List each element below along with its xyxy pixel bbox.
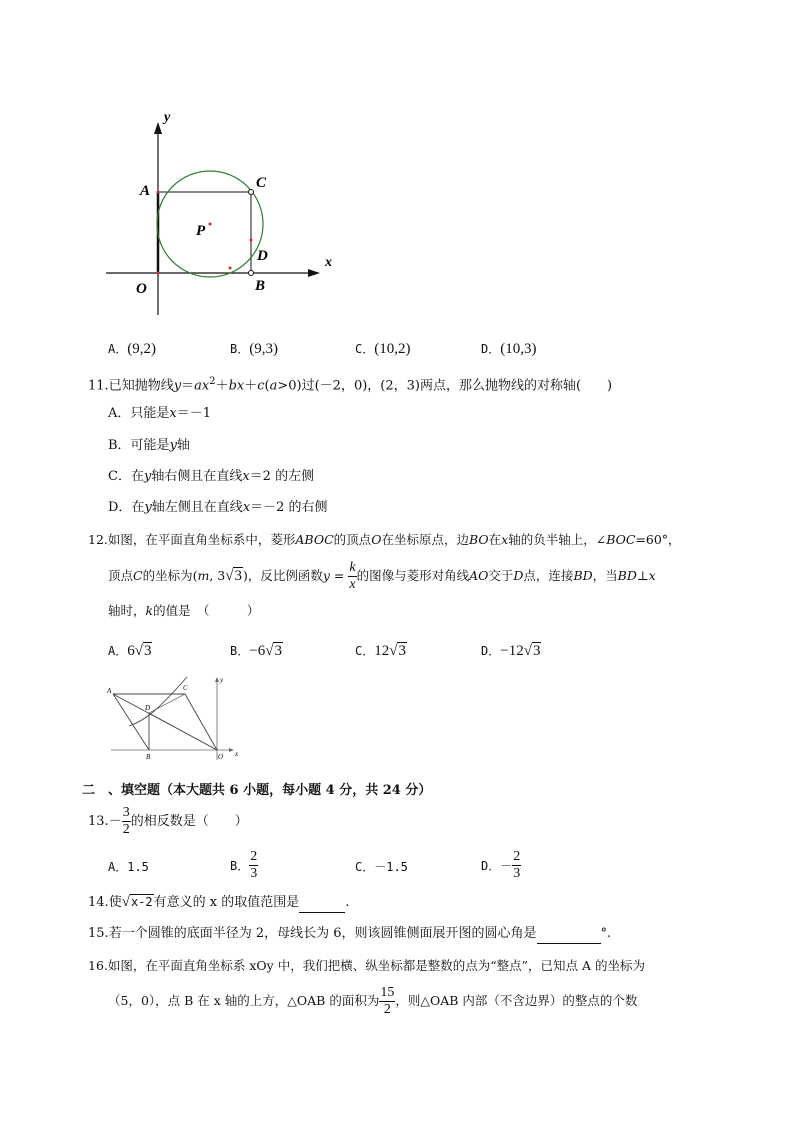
q12-text: 的顶点	[333, 532, 372, 547]
eq-part: ax	[194, 378, 210, 394]
fraction-k-over-x	[348, 561, 356, 592]
sqrt-expression: √3	[225, 568, 242, 584]
sqrt-expression: √3	[523, 643, 541, 659]
fraction-denominator: 3	[513, 866, 521, 881]
eq-part: a	[269, 378, 278, 394]
q12-var: AO	[469, 568, 489, 583]
q12-var: y	[322, 568, 330, 583]
option-text: ＝－1	[176, 406, 212, 421]
option-coef: −12	[500, 643, 524, 659]
circle-square-figure	[100, 100, 350, 330]
eq-part: ＋	[215, 378, 229, 394]
option-letter: B．	[230, 644, 250, 658]
fraction-denominator: 3	[250, 866, 258, 881]
q13-option-b[interactable]	[230, 848, 258, 883]
q13-text: －	[108, 814, 122, 829]
q13-stem	[88, 806, 248, 838]
option-letter: C．	[355, 644, 375, 658]
q15-stem	[88, 925, 611, 944]
sqrt-expression: √x-2	[121, 894, 153, 910]
q12-text: ⊥	[636, 568, 649, 583]
fraction-15-2	[379, 986, 395, 1017]
fraction-denominator: 2	[122, 822, 130, 837]
fraction-numerator: 2	[513, 849, 521, 864]
q14-stem	[88, 893, 349, 913]
option-value: (9,3)	[249, 341, 278, 357]
fig2-label-y: y	[220, 676, 224, 684]
eq-part: (	[264, 378, 270, 394]
option-var: y	[143, 469, 152, 484]
q11-option-d[interactable]	[108, 499, 328, 517]
q12-line1	[88, 531, 681, 549]
q12-line3	[108, 602, 259, 620]
option-text: D．在	[108, 500, 145, 515]
q12-text: 轴的负半轴上，∠	[508, 532, 607, 547]
option-letter: A．	[108, 342, 128, 356]
sqrt-expression: √3	[389, 643, 406, 659]
fraction-numerator: 3	[122, 805, 130, 820]
option-letter: D．－	[481, 859, 513, 873]
q12-text: 的图像与菱形对角线	[356, 568, 470, 583]
option-var: x	[242, 469, 250, 484]
option-value: (10,2)	[374, 341, 411, 357]
q15-text: °.	[600, 926, 612, 941]
option-text: B．可能是	[108, 438, 170, 453]
q11-stem	[88, 373, 612, 395]
option-text: 轴	[176, 438, 190, 453]
eq-part: ＝	[181, 378, 195, 394]
option-var: y	[144, 500, 152, 515]
q12-text: 顶点	[108, 568, 134, 583]
fraction-2-3	[249, 850, 258, 881]
eq-part: y	[173, 378, 182, 394]
sqrt-radicand: 3	[143, 643, 152, 659]
q12-var: C	[133, 568, 143, 583]
option-coef: 12	[374, 643, 390, 659]
option-coef: −6	[249, 643, 266, 659]
point-label-C: C	[256, 175, 267, 191]
option-letter: D．	[481, 342, 501, 356]
fig2-label-x: x	[235, 750, 239, 758]
q12-var: BD	[573, 568, 593, 583]
option-text: 轴左侧且在直线	[151, 500, 243, 515]
fig2-label-B: B	[146, 753, 151, 761]
q11-option-a[interactable]	[108, 405, 211, 423]
q12-var: O	[371, 532, 382, 547]
q16-line2	[108, 983, 637, 1019]
option-var: y	[169, 438, 177, 453]
answer-blank[interactable]	[299, 894, 345, 913]
point-label-A: A	[140, 183, 151, 199]
q12-line2	[108, 557, 656, 595]
q12-text: 轴时，	[108, 603, 146, 618]
option-var: x	[242, 500, 251, 515]
sqrt-radicand: 3	[532, 643, 541, 659]
question-number: 14.	[88, 895, 109, 910]
sqrt-radicand: 3	[274, 643, 282, 659]
eq-part: 2	[209, 376, 216, 387]
fraction-denominator: 2	[383, 1002, 391, 1017]
fraction-3-2	[122, 806, 131, 837]
q12-text: 的坐标为(	[142, 568, 198, 583]
q10-option-b[interactable]	[230, 338, 278, 358]
q14-text: .	[345, 895, 350, 910]
point-label-O: O	[136, 281, 147, 297]
fraction-denominator: x	[349, 577, 356, 592]
q16-text: ，则△OAB 内部（不含边界）的整点的个数	[395, 993, 638, 1008]
q12-text: , 3	[209, 568, 226, 583]
q12-var: k	[145, 603, 154, 618]
fraction-numerator: 2	[250, 849, 258, 864]
fig2-label-A: A	[107, 687, 112, 695]
eq-part: ＋	[244, 378, 258, 394]
q12-text: ，当	[592, 568, 618, 583]
option-value: (10,3)	[500, 341, 537, 357]
question-number: 13.	[88, 814, 109, 829]
option-coef: 6	[127, 643, 135, 659]
option-letter: C．	[355, 342, 375, 356]
option-text: ＝－2 的右侧	[250, 500, 328, 515]
eq-part: >0)过(－2，0)，(2，3)两点，那么抛物线的对称轴( )	[277, 378, 613, 394]
q16-text: （5，0），点 B 在 x 轴的上方，△OAB 的面积为	[108, 993, 380, 1008]
section-heading: 二 、填空题（本大题共 6 小题，每小题 4 分，共 24 分）	[82, 783, 432, 798]
option-text: C．在	[108, 469, 144, 484]
q12-var: BD	[617, 568, 637, 583]
q12-var: BO	[468, 532, 489, 547]
question-number: 16.	[88, 958, 108, 973]
q10-option-d[interactable]	[481, 338, 536, 358]
q12-option-c[interactable]	[355, 640, 407, 660]
q13-option-a[interactable]: A．1.5	[108, 860, 149, 874]
eq-part: c	[257, 378, 265, 394]
sqrt-expression: √3	[265, 643, 282, 659]
rhombus-figure	[105, 672, 245, 764]
q14-text: 有意义的 x 的取值范围是	[153, 895, 300, 910]
q15-text: 若一个圆锥的底面半径为 2，母线长为 6，则该圆锥侧面展开图的圆心角是	[108, 926, 537, 941]
q12-var: m	[197, 568, 210, 583]
sqrt-expression: √3	[134, 643, 152, 659]
option-var: x	[169, 406, 177, 421]
q12-option-b[interactable]	[230, 640, 283, 660]
question-number: 11.	[88, 378, 109, 394]
sqrt-radicand: 3	[398, 643, 406, 659]
option-letter: B．	[230, 859, 250, 873]
sqrt-radicand: 3	[234, 568, 242, 584]
fig2-label-C: C	[183, 684, 188, 692]
fig2-label-O: O	[218, 753, 224, 761]
q12-var: ABOC	[295, 532, 334, 547]
q12-var: D	[513, 568, 524, 583]
q12-text: )，反比例函数	[242, 568, 323, 583]
q11-text: 已知抛物线	[108, 378, 174, 394]
q12-option-d[interactable]	[481, 640, 541, 660]
point-label-P: P	[196, 223, 206, 239]
axis-y-label: y	[164, 110, 171, 125]
fig2-label-D: D	[145, 704, 151, 712]
q12-text: 如图，在平面直角坐标系中，菱形	[107, 532, 296, 547]
q12-var: x	[501, 532, 509, 547]
option-text: A．只能是	[108, 406, 170, 421]
option-letter: A．	[108, 644, 128, 658]
q12-var: x	[648, 568, 656, 583]
answer-blank[interactable]	[537, 925, 601, 944]
option-text: ＝2 的左侧	[249, 469, 315, 484]
option-text: 轴右侧且在直线	[151, 469, 243, 484]
q12-text: 在坐标原点，边	[381, 532, 469, 547]
q12-text: =60°，	[635, 532, 681, 547]
eq-part: bx	[228, 378, 245, 394]
question-number: 15.	[88, 926, 109, 941]
q10-option-a[interactable]	[108, 338, 156, 358]
point-label-B: B	[255, 278, 266, 294]
q10-option-c[interactable]	[355, 338, 410, 358]
q11-option-b[interactable]	[108, 437, 190, 455]
q12-text: 交于	[488, 568, 514, 583]
q12-text: =	[329, 568, 349, 583]
q12-text: 在	[488, 532, 502, 547]
q12-var: BOC	[606, 532, 636, 547]
sqrt-radicand: x-2	[130, 895, 153, 909]
fraction-2-3	[512, 850, 521, 881]
q14-text: 使	[108, 895, 122, 910]
option-letter: B．	[230, 342, 250, 356]
q12-text: 点，连接	[523, 568, 574, 583]
q16-line1	[88, 957, 645, 975]
fraction-numerator: 15	[380, 985, 395, 1000]
q16-text: 如图，在平面直角坐标系 xOy 中，我们把横、纵坐标都是整数的点为“整点”，已知点 A 的坐标为	[107, 958, 645, 973]
q12-option-a[interactable]	[108, 640, 152, 660]
axis-x-label: x	[325, 255, 332, 270]
point-label-D: D	[257, 248, 268, 264]
option-letter: D．	[481, 644, 501, 658]
q13-option-d[interactable]	[481, 848, 521, 883]
q11-option-c[interactable]	[108, 468, 314, 486]
fraction-numerator: k	[349, 560, 356, 575]
question-number: 12.	[88, 532, 108, 547]
q12-text: 的值是 （ ）	[153, 603, 260, 618]
q13-text: 的相反数是（ ）	[130, 814, 248, 829]
option-value: (9,2)	[127, 341, 156, 357]
q13-option-c[interactable]: C．－1.5	[355, 860, 408, 874]
